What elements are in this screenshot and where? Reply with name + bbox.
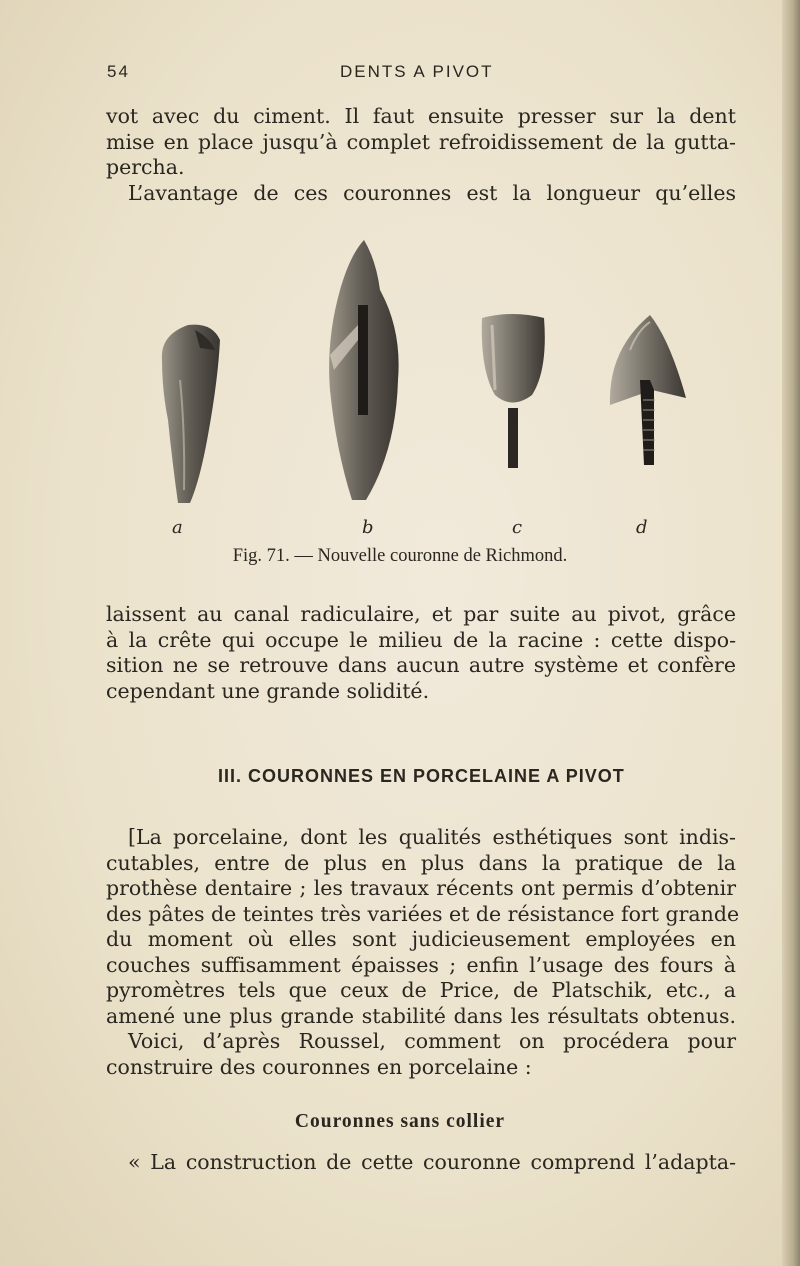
tooth-b: [329, 240, 399, 500]
text-line: amené une plus grande stabilité dans les résultats obtenus.: [106, 1003, 736, 1028]
figure-caption: Fig. 71. — Nouvelle couronne de Richmond.: [232, 546, 568, 566]
page-edge: [782, 0, 800, 1266]
text-line: percha.: [106, 155, 185, 179]
paragraph-1: [106, 104, 736, 206]
page-number: 54: [107, 62, 130, 81]
tooth-d: [610, 315, 686, 465]
text-line: cependant une grande solidité.: [106, 678, 430, 703]
figure-label-b: b: [362, 517, 374, 538]
text-line: couches suffisamment épaisses ; enfin l’usage des fours à: [106, 952, 736, 977]
tooth-c: [482, 314, 545, 468]
running-title: DENTS A PIVOT: [340, 62, 494, 81]
figure-label-d: d: [636, 517, 648, 538]
paragraph-2: [106, 602, 736, 704]
text-line: cutables, entre de plus en plus dans la pratique de la: [106, 850, 736, 875]
text-line: à la crête qui occupe le milieu de la racine : cette dispo-: [106, 627, 736, 652]
text-line: pyromètres tels que ceux de Price, de Platschik, etc., a: [106, 978, 736, 1002]
tooth-illustration: [140, 230, 700, 510]
figure-label-c: c: [512, 517, 523, 538]
section-heading: III. COURONNES EN PORCELAINE A PIVOT: [218, 766, 625, 786]
figure-labels: [0, 517, 800, 541]
tooth-a: [162, 325, 220, 503]
text-line: « La construction de cette couronne comprend l’adapta-: [128, 1150, 736, 1174]
running-header: [0, 62, 800, 88]
text-line: vot avec du ciment. Il faut ensuite presser sur la dent: [106, 104, 736, 128]
paragraph-3: [106, 825, 740, 1080]
text-line: laissent au canal radiculaire, et par suite au pivot, grâce: [106, 602, 736, 626]
text-line: construire des couronnes en porcelaine :: [106, 1054, 532, 1079]
text-line: Voici, d’après Roussel, comment on procédera pour: [128, 1029, 736, 1053]
subheading: Couronnes sans collier: [294, 1111, 506, 1132]
text-line: sition ne se retrouve dans aucun autre système et confère: [106, 653, 736, 677]
text-line: [La porcelaine, dont les qualités esthétiques sont indis-: [128, 825, 736, 849]
text-line: du moment où elles sont judicieusement employées en: [106, 927, 736, 951]
text-line: prothèse dentaire ; les travaux récents ont permis d’obtenir: [106, 876, 736, 900]
text-line: mise en place jusqu’à complet refroidissement de la gutta-: [106, 129, 736, 154]
text-line: L’avantage de ces couronnes est la longueur qu’elles: [128, 180, 736, 205]
figure-label-a: a: [172, 517, 183, 538]
text-line: des pâtes de teintes très variées et de résistance fort grande: [106, 901, 740, 926]
paragraph-4: [106, 1150, 736, 1176]
